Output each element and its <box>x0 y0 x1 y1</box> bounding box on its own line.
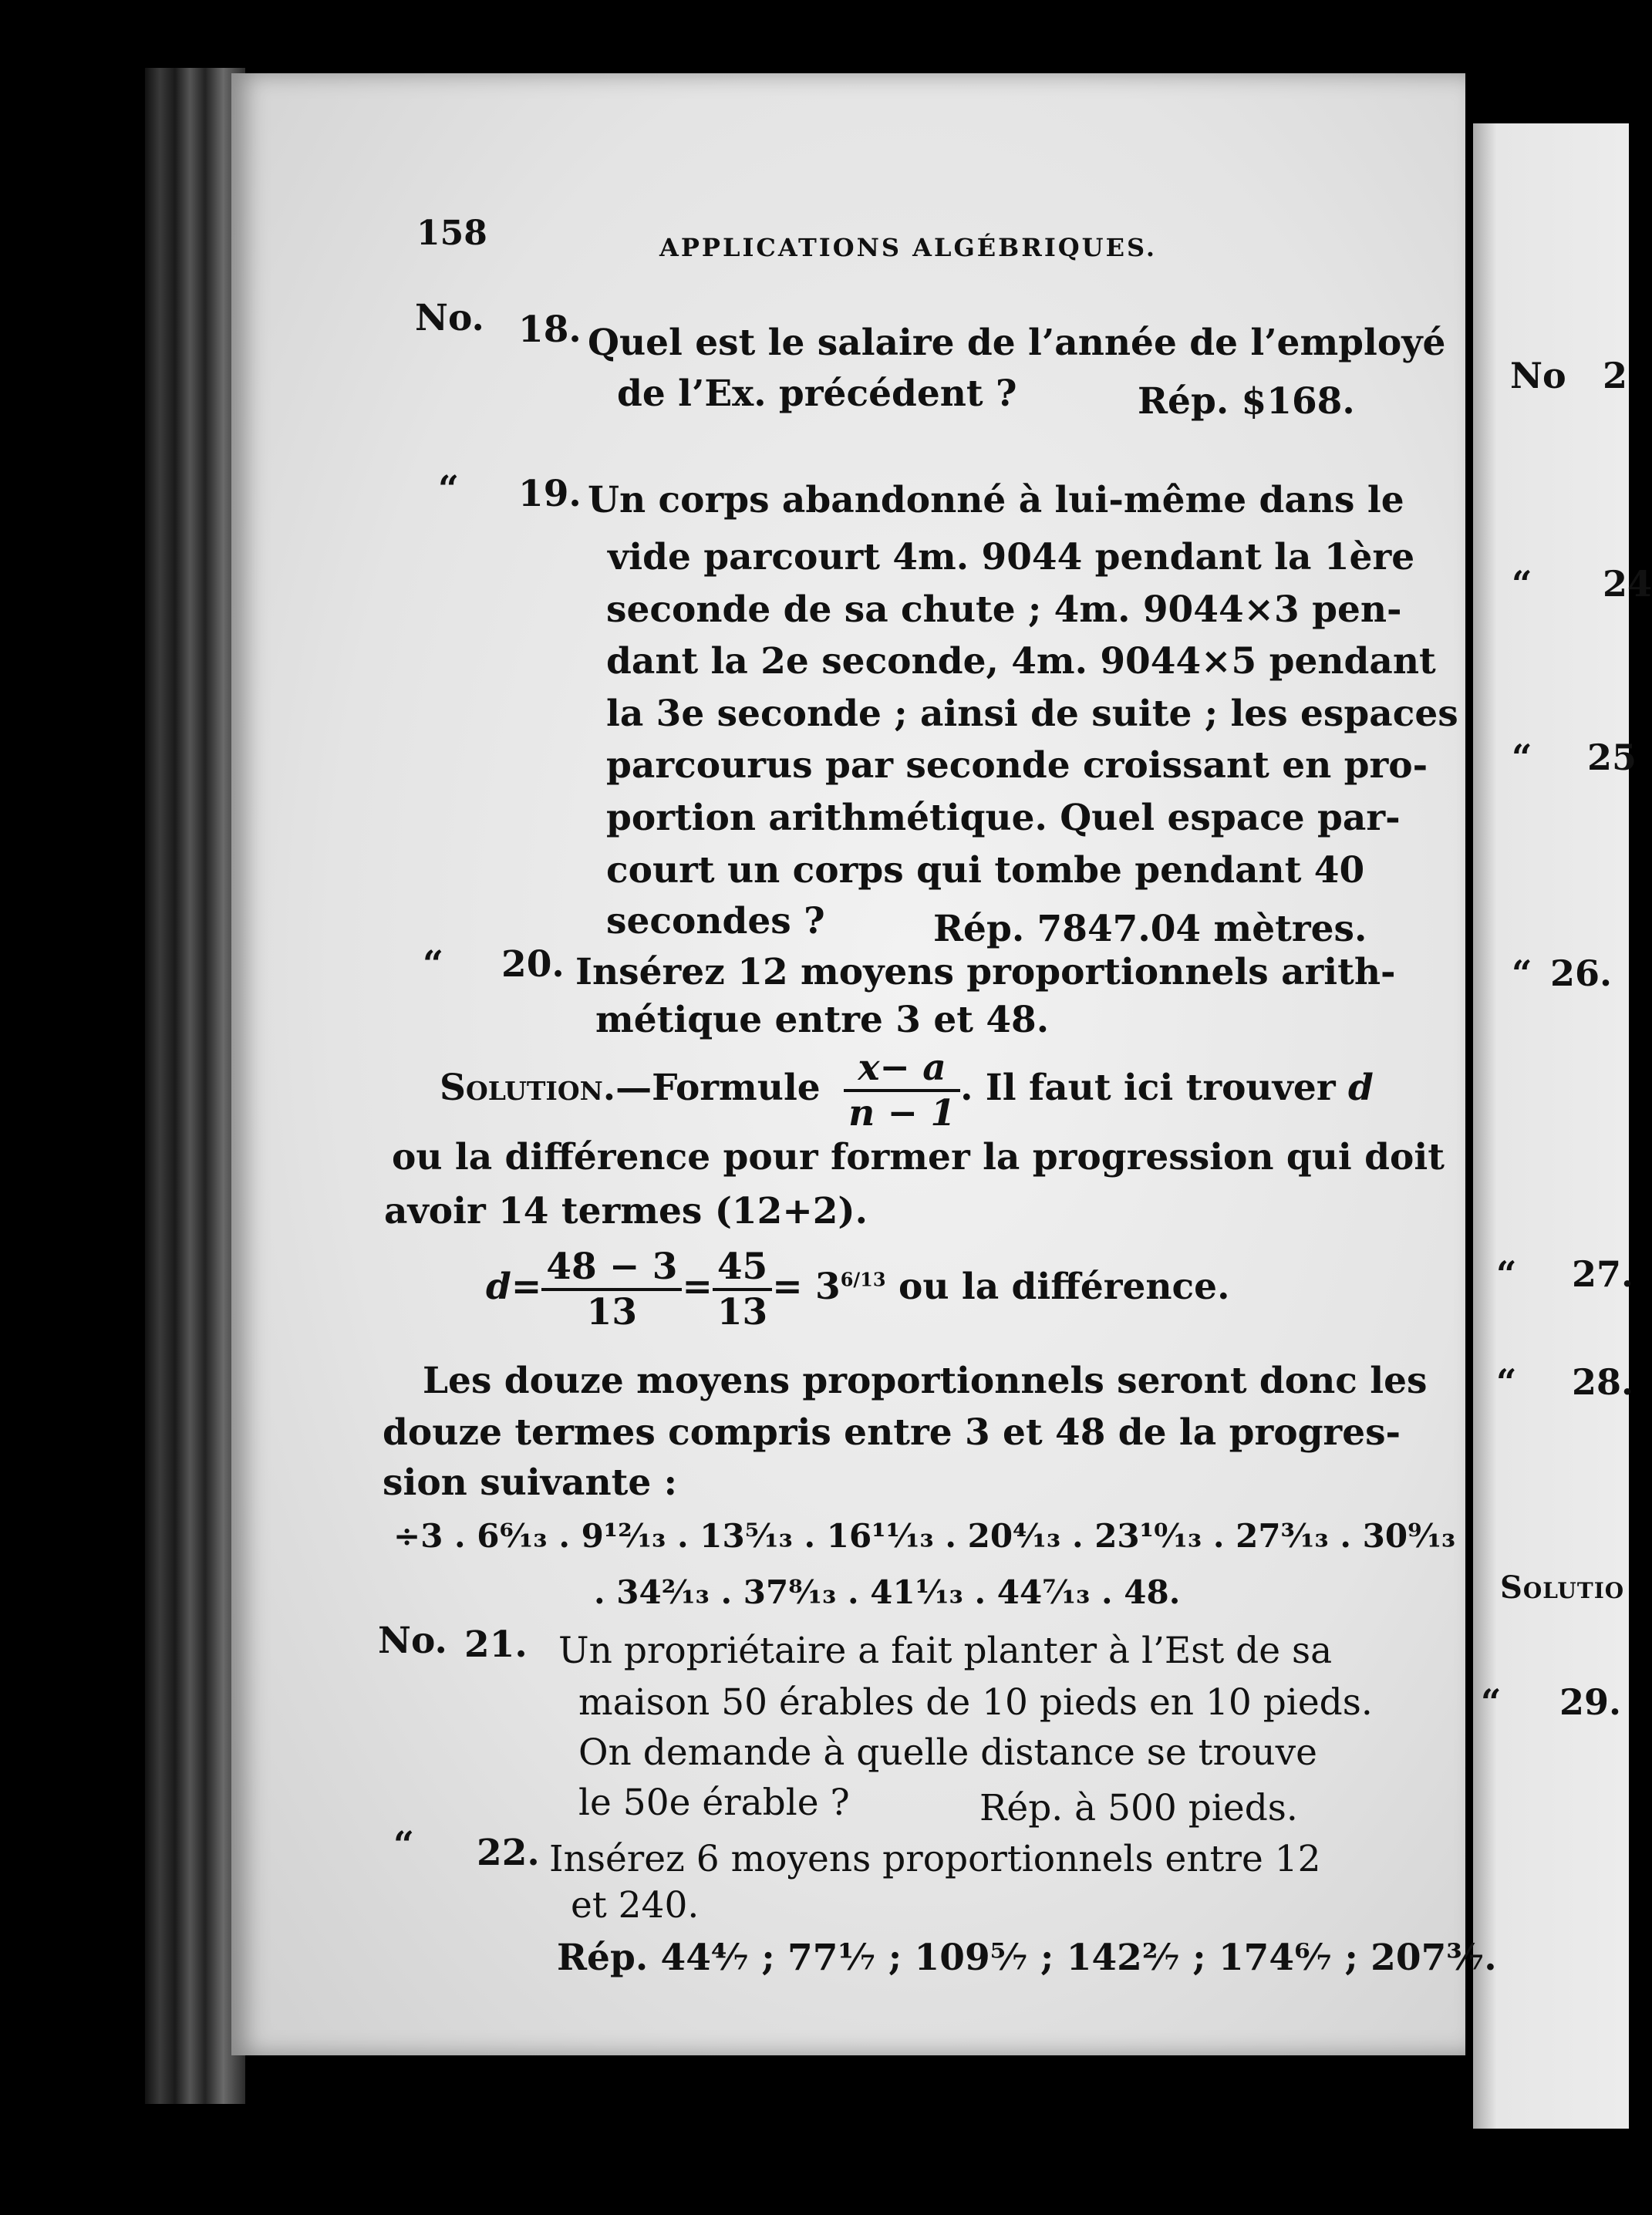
fraction-denominator: 13 <box>586 1291 638 1333</box>
problem-marker: No. <box>378 1620 447 1662</box>
problem-text-line: de l’Ex. précédent ? <box>617 373 1017 415</box>
solution-text: . Il faut ici trouver <box>960 1067 1336 1109</box>
solution-text: —Formule <box>615 1067 821 1109</box>
solution-label: Solution. <box>440 1067 616 1109</box>
facing-page-number: 25 <box>1587 737 1637 778</box>
problem-number: 22. <box>477 1832 540 1874</box>
equation-result: = 3 <box>772 1266 841 1308</box>
facing-page-solution-label: Solutio <box>1500 1569 1625 1606</box>
variable-d: d <box>1347 1067 1374 1109</box>
facing-page-number: 27. <box>1572 1253 1634 1295</box>
fraction-numerator: 45 <box>713 1246 772 1291</box>
answer-text: Rép. 44⁴⁄₇ ; 77¹⁄₇ ; 109⁵⁄₇ ; 142²⁄₇ ; 174⁶⁄₇ ; 207³⁄₇. <box>557 1937 1497 1979</box>
problem-text-line: parcourus par seconde croissant en pro- <box>606 744 1428 787</box>
facing-page-marker: “ <box>1512 563 1532 605</box>
equation-fraction <box>541 1246 682 1333</box>
formula-numerator: x− a <box>844 1047 960 1092</box>
answer-text: Rép. 7847.04 mètres. <box>933 908 1367 950</box>
problem-text-line: métique entre 3 et 48. <box>595 999 1050 1041</box>
problem-text-line: dant la 2e seconde, 4m. 9044×5 pendant <box>606 640 1436 683</box>
facing-page-marker: “ <box>1512 737 1532 778</box>
formula-denominator: n − 1 <box>848 1092 956 1134</box>
running-header: APPLICATIONS ALGÉBRIQUES. <box>659 233 1158 262</box>
facing-page-number: 28. <box>1572 1361 1634 1403</box>
problem-text-line: seconde de sa chute ; 4m. 9044×3 pen- <box>606 588 1402 631</box>
problem-text-line: le 50e érable ? <box>578 1782 850 1824</box>
problem-text-line: portion arithmétique. Quel espace par- <box>606 797 1401 839</box>
facing-page-number: 24 <box>1603 563 1652 605</box>
difference-equation <box>486 1246 1229 1333</box>
solution-text-line: douze termes compris entre 3 et 48 de la progres- <box>383 1411 1401 1454</box>
answer-text: Rép. $168. <box>1138 380 1355 423</box>
equation-lhs: d= <box>486 1266 542 1308</box>
problem-text-line: la 3e seconde ; ainsi de suite ; les espaces <box>606 693 1458 735</box>
solution-formula-line <box>440 1047 1374 1134</box>
problem-number: 21. <box>464 1623 528 1666</box>
solution-text-line: ou la différence pour former la progression qui doit <box>392 1136 1445 1178</box>
problem-marker: No. <box>415 297 484 339</box>
problem-text-line: et 240. <box>571 1884 700 1927</box>
facing-page-marker: “ <box>1496 1253 1517 1295</box>
facing-page-marker: “ <box>1496 1361 1517 1403</box>
book-page <box>231 73 1497 2055</box>
problem-text-line: maison 50 érables de 10 pieds en 10 pieds. <box>578 1681 1373 1724</box>
problem-number: 19. <box>518 473 582 515</box>
problem-marker: “ <box>438 468 460 511</box>
progression-sequence-line: . 34²⁄₁₃ . 37⁸⁄₁₃ . 41¹⁄₁₃ . 44⁷⁄₁₃ . 48. <box>594 1573 1181 1611</box>
equation-fraction <box>713 1246 772 1333</box>
equation-result-fraction: 6/13 <box>840 1268 886 1291</box>
problem-number: 20. <box>501 943 565 986</box>
page-number: 158 <box>416 214 487 253</box>
problem-number: 18. <box>518 308 582 351</box>
problem-text-line: court un corps qui tombe pendant 40 <box>606 849 1365 892</box>
problem-marker: “ <box>423 943 444 986</box>
equation-tail: ou la différence. <box>898 1266 1230 1308</box>
fraction-denominator: 13 <box>716 1291 768 1333</box>
problem-text-line: Un propriétaire a fait planter à l’Est de sa <box>558 1630 1333 1672</box>
solution-text-line: Les douze moyens proportionnels seront donc les <box>423 1360 1428 1402</box>
facing-page-marker: No <box>1510 355 1566 396</box>
facing-page-marker: “ <box>1512 952 1532 994</box>
facing-page-number: 29. <box>1559 1681 1622 1723</box>
equals-sign: = <box>682 1266 713 1308</box>
book-binding <box>145 68 245 2104</box>
problem-text-line: Quel est le salaire de l’année de l’employé <box>588 322 1446 364</box>
facing-page-number: 26. <box>1550 952 1613 994</box>
facing-page-fragment <box>1473 123 1652 2129</box>
answer-text: Rép. à 500 pieds. <box>979 1787 1298 1829</box>
facing-page-marker: “ <box>1481 1681 1502 1723</box>
formula-fraction <box>844 1047 960 1134</box>
facing-page-number: 2 <box>1603 355 1628 396</box>
progression-sequence-line: ÷3 . 6⁶⁄₁₃ . 9¹²⁄₁₃ . 13⁵⁄₁₃ . 16¹¹⁄₁₃ . 20⁴⁄₁₃ . 23¹⁰⁄₁₃ . 27³⁄₁₃ . 30⁹⁄₁₃ <box>393 1517 1456 1555</box>
problem-text-line: secondes ? <box>606 900 825 942</box>
solution-text-line: sion suivante : <box>383 1461 677 1504</box>
problem-text-line: Insérez 12 moyens proportionnels arith- <box>575 951 1396 993</box>
solution-text-line: avoir 14 termes (12+2). <box>384 1190 868 1232</box>
problem-marker: “ <box>393 1824 415 1866</box>
problem-text-line: On demande à quelle distance se trouve <box>578 1731 1317 1774</box>
problem-text-line: Insérez 6 moyens proportionnels entre 12 <box>549 1838 1321 1880</box>
fraction-numerator: 48 − 3 <box>541 1246 682 1291</box>
problem-text-line: vide parcourt 4m. 9044 pendant la 1ère <box>608 536 1415 578</box>
problem-text-line: Un corps abandonné à lui-même dans le <box>588 479 1404 521</box>
